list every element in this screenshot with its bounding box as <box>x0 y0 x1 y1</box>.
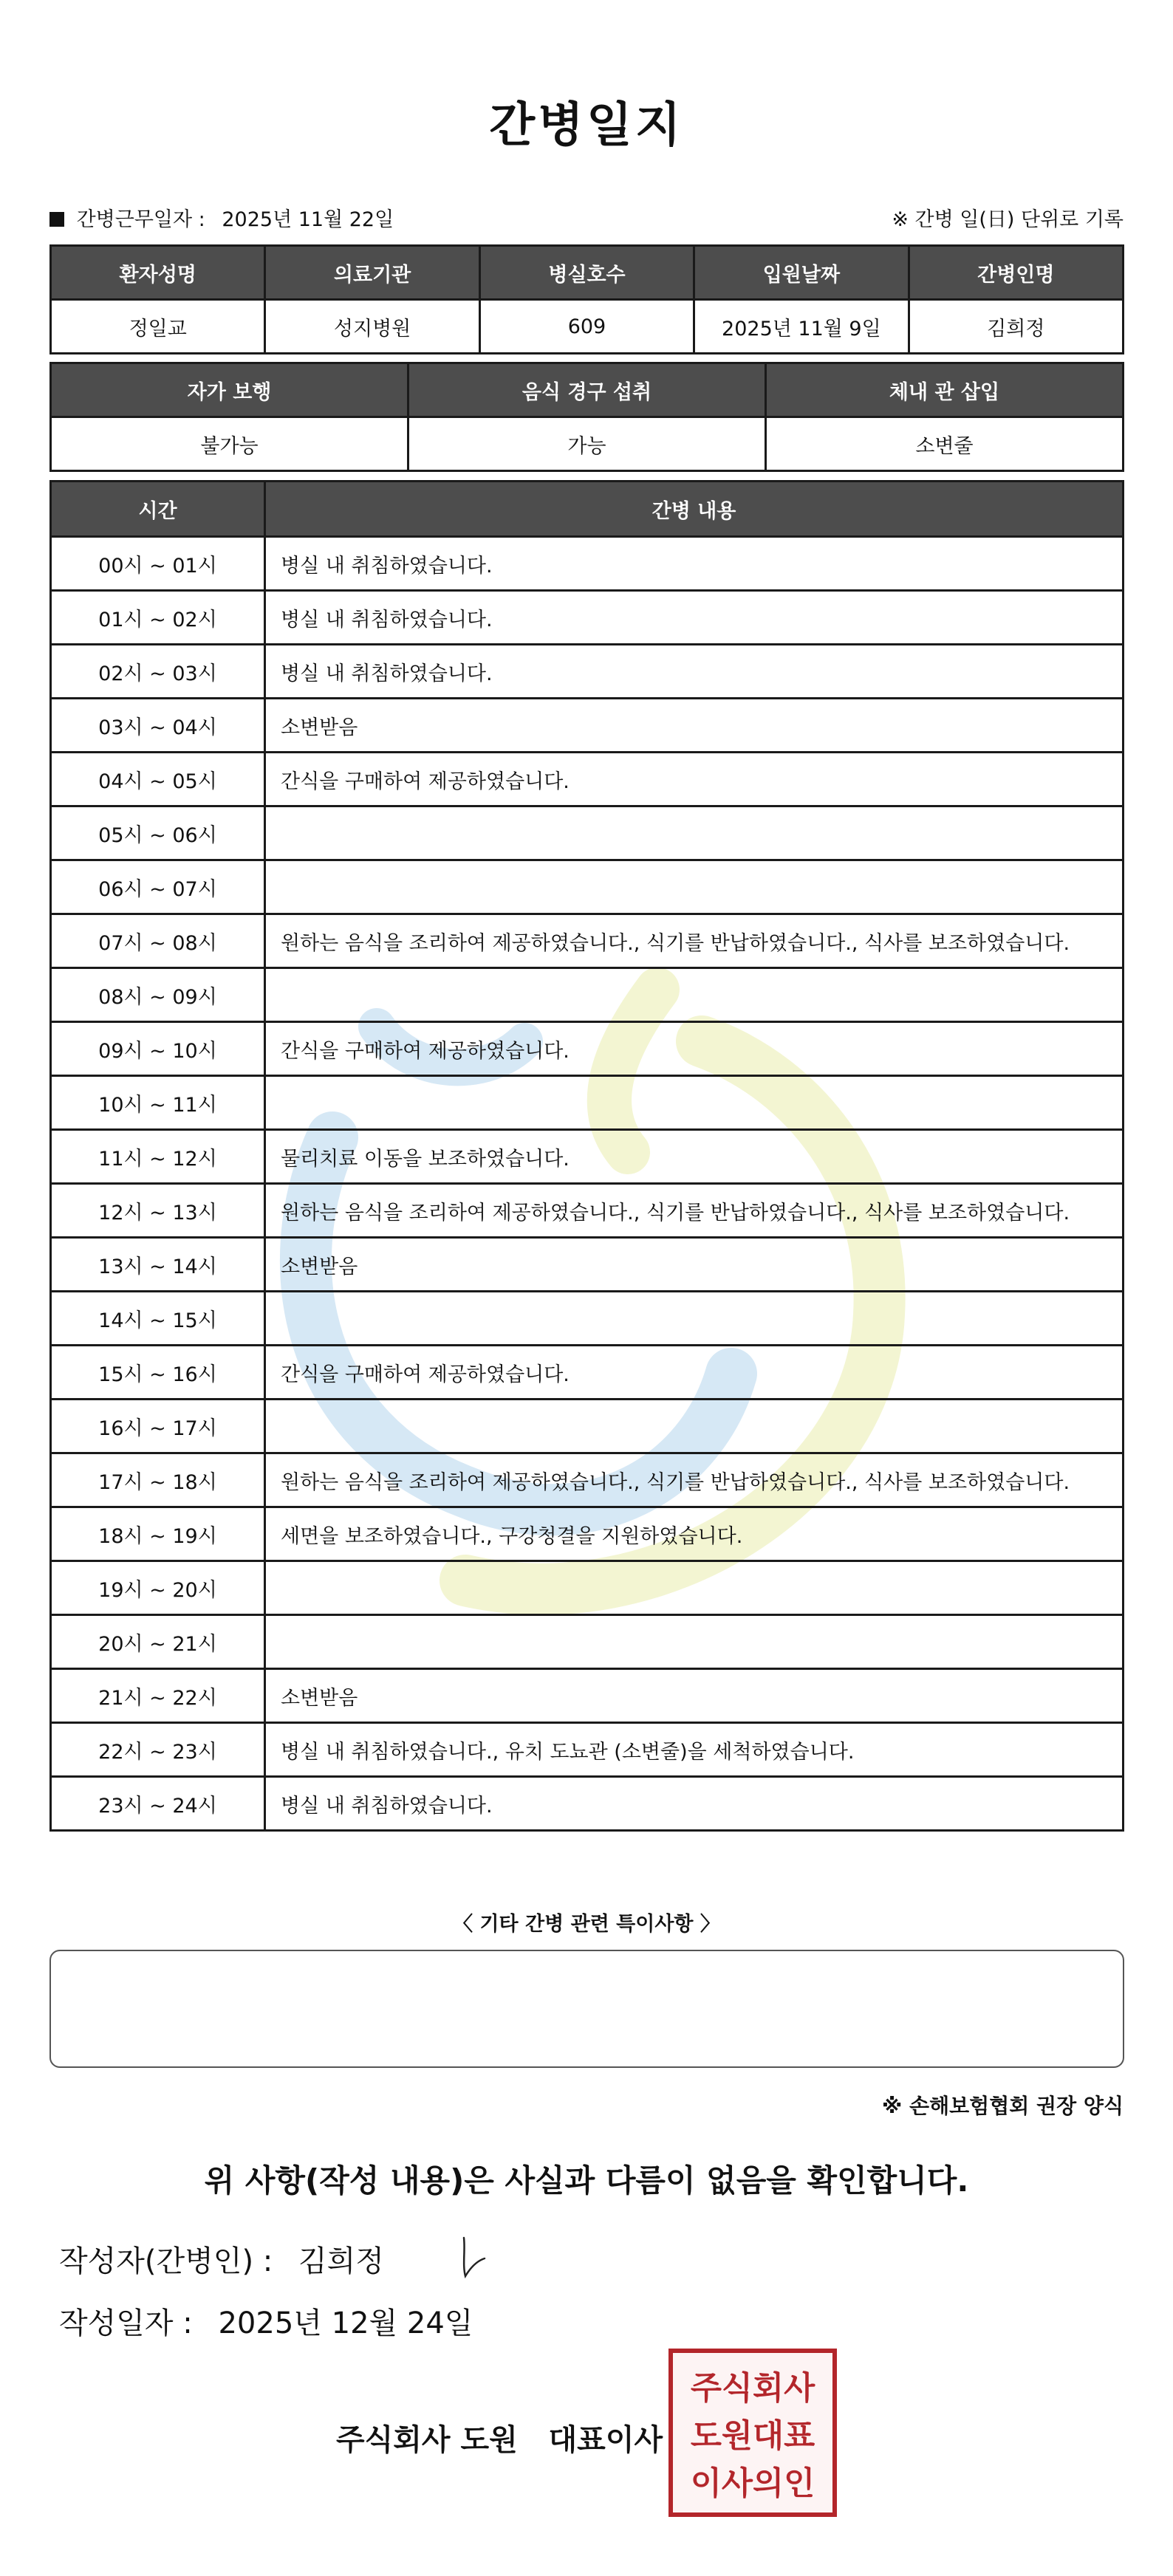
log-content <box>265 1561 1124 1615</box>
log-content <box>265 860 1124 914</box>
notes-title: 〈 기타 간병 관련 특이사항 〉 <box>453 1913 720 1936</box>
table-row <box>51 1130 1124 1184</box>
log-content <box>265 1076 1124 1130</box>
hospital-name: 성지병원 <box>265 300 479 354</box>
header-time: 시간 <box>51 482 265 537</box>
table-row <box>51 1669 1124 1723</box>
log-time: 09시 ~ 10시 <box>51 1022 265 1076</box>
log-content: 간식을 구매하여 제공하였습니다. <box>265 1022 1124 1076</box>
log-time: 18시 ~ 19시 <box>51 1507 265 1561</box>
patient-name: 정일교 <box>51 300 265 354</box>
author-label: 작성자(간병인) : <box>59 2244 273 2278</box>
table-row <box>51 914 1124 968</box>
written-date-value: 2025년 12월 24일 <box>218 2306 473 2340</box>
table-row <box>51 753 1124 806</box>
square-bullet-icon <box>49 212 64 227</box>
log-content: 세면을 보조하였습니다., 구강청결을 지원하였습니다. <box>265 1507 1124 1561</box>
log-content: 소변받음 <box>265 699 1124 753</box>
log-time: 12시 ~ 13시 <box>51 1184 265 1238</box>
table-row <box>51 591 1124 645</box>
work-date-value: 2025년 11월 22일 <box>222 208 394 231</box>
header-tube: 체내 관 삽입 <box>766 363 1124 417</box>
table-row <box>51 1076 1124 1130</box>
header-care-content: 간병 내용 <box>265 482 1124 537</box>
table-row <box>51 1723 1124 1777</box>
log-content: 소변받음 <box>265 1669 1124 1723</box>
log-content: 간식을 구매하여 제공하였습니다. <box>265 1346 1124 1400</box>
oral-intake-status: 가능 <box>408 417 766 471</box>
table-row <box>51 1292 1124 1346</box>
log-time: 17시 ~ 18시 <box>51 1453 265 1507</box>
table-row <box>51 645 1124 699</box>
log-time: 20시 ~ 21시 <box>51 1615 265 1669</box>
seal-graphic <box>673 2353 832 2512</box>
table-row <box>51 968 1124 1022</box>
log-content <box>265 1292 1124 1346</box>
log-time: 10시 ~ 11시 <box>51 1076 265 1130</box>
table-row <box>51 1022 1124 1076</box>
log-content: 간식을 구매하여 제공하였습니다. <box>265 753 1124 806</box>
record-note: ※ 간병 일(日) 단위로 기록 <box>892 208 1124 231</box>
log-content <box>265 1615 1124 1669</box>
table-row <box>51 806 1124 860</box>
walking-status: 불가능 <box>51 417 408 471</box>
room-number: 609 <box>479 300 694 354</box>
log-content: 물리치료 이동을 보조하였습니다. <box>265 1130 1124 1184</box>
seal-text-line: 이사의인 <box>690 2465 815 2503</box>
log-time: 06시 ~ 07시 <box>51 860 265 914</box>
table-row <box>51 1561 1124 1615</box>
log-content: 소변받음 <box>265 1238 1124 1292</box>
header-patient-name: 환자성명 <box>51 246 265 300</box>
log-content <box>265 1400 1124 1453</box>
log-time: 19시 ~ 20시 <box>51 1561 265 1615</box>
log-time: 04시 ~ 05시 <box>51 753 265 806</box>
log-time: 01시 ~ 02시 <box>51 591 265 645</box>
log-content: 병실 내 취침하였습니다. <box>265 645 1124 699</box>
header-hospital: 의료기관 <box>265 246 479 300</box>
log-content: 병실 내 취침하였습니다., 유치 도뇨관 (소변줄)을 세척하였습니다. <box>265 1723 1124 1777</box>
header-room: 병실호수 <box>479 246 694 300</box>
seal-text-line: 주식회사 <box>690 2370 815 2408</box>
table-header-row <box>51 482 1124 537</box>
table-row <box>51 1400 1124 1453</box>
log-time: 14시 ~ 15시 <box>51 1292 265 1346</box>
log-content: 병실 내 취침하였습니다. <box>265 591 1124 645</box>
log-content: 병실 내 취침하였습니다. <box>265 537 1124 591</box>
admission-date: 2025년 11월 9일 <box>694 300 909 354</box>
written-date-label: 작성일자 : <box>59 2306 193 2340</box>
signature-mark <box>458 2232 495 2284</box>
header-walking: 자가 보행 <box>51 363 408 417</box>
log-time: 05시 ~ 06시 <box>51 806 265 860</box>
table-header-row <box>51 246 1124 300</box>
log-time: 23시 ~ 24시 <box>51 1777 265 1831</box>
log-time: 02시 ~ 03시 <box>51 645 265 699</box>
table-row <box>51 537 1124 591</box>
log-content <box>265 968 1124 1022</box>
tube-status: 소변줄 <box>766 417 1124 471</box>
author-value: 김희정 <box>298 2244 384 2278</box>
company-name: 주식회사 도원 대표이사 <box>336 2423 663 2457</box>
page-title: 간병일지 <box>489 98 684 153</box>
log-time: 00시 ~ 01시 <box>51 537 265 591</box>
log-time: 13시 ~ 14시 <box>51 1238 265 1292</box>
patient-info-table <box>49 244 1124 354</box>
table-row <box>51 417 1124 471</box>
log-content: 원하는 음식을 조리하여 제공하였습니다., 식기를 반납하였습니다., 식사를 보조하였습니다. <box>265 1453 1124 1507</box>
log-time: 07시 ~ 08시 <box>51 914 265 968</box>
header-oral-intake: 음식 경구 섭취 <box>408 363 766 417</box>
table-row <box>51 1777 1124 1831</box>
author-line <box>59 2238 384 2280</box>
caregiver-name: 김희정 <box>909 300 1123 354</box>
care-log-body <box>51 537 1124 1831</box>
log-time: 11시 ~ 12시 <box>51 1130 265 1184</box>
work-date-label: 간병근무일자 : <box>76 208 205 231</box>
log-time: 15시 ~ 16시 <box>51 1346 265 1400</box>
table-row <box>51 1184 1124 1238</box>
table-row <box>51 300 1124 354</box>
table-row <box>51 1346 1124 1400</box>
written-date-line <box>59 2300 473 2342</box>
header-admission-date: 입원날짜 <box>694 246 909 300</box>
confirm-statement: 위 사항(작성 내용)은 사실과 다름이 없음을 확인합니다. <box>204 2162 969 2199</box>
log-time: 16시 ~ 17시 <box>51 1400 265 1453</box>
table-header-row <box>51 363 1124 417</box>
meta-row <box>49 203 1124 230</box>
patient-status-table <box>49 362 1124 472</box>
seal-text-line: 도원대표 <box>690 2417 815 2455</box>
table-row <box>51 1507 1124 1561</box>
work-date <box>49 203 394 232</box>
notes-box <box>49 1950 1124 2068</box>
recommend-note: ※ 손해보험협회 권장 양식 <box>882 2094 1124 2118</box>
table-row <box>51 1238 1124 1292</box>
header-caregiver: 간병인명 <box>909 246 1123 300</box>
log-content: 원하는 음식을 조리하여 제공하였습니다., 식기를 반납하였습니다., 식사를 보조하였습니다. <box>265 1184 1124 1238</box>
table-row <box>51 860 1124 914</box>
company-seal <box>668 2349 837 2517</box>
log-content: 병실 내 취침하였습니다. <box>265 1777 1124 1831</box>
table-row <box>51 699 1124 753</box>
log-time: 22시 ~ 23시 <box>51 1723 265 1777</box>
table-row <box>51 1453 1124 1507</box>
log-time: 21시 ~ 22시 <box>51 1669 265 1723</box>
log-time: 03시 ~ 04시 <box>51 699 265 753</box>
log-content: 원하는 음식을 조리하여 제공하였습니다., 식기를 반납하였습니다., 식사를 보조하였습니다. <box>265 914 1124 968</box>
log-content <box>265 806 1124 860</box>
care-log-table <box>49 480 1124 1832</box>
table-row <box>51 1615 1124 1669</box>
log-time: 08시 ~ 09시 <box>51 968 265 1022</box>
